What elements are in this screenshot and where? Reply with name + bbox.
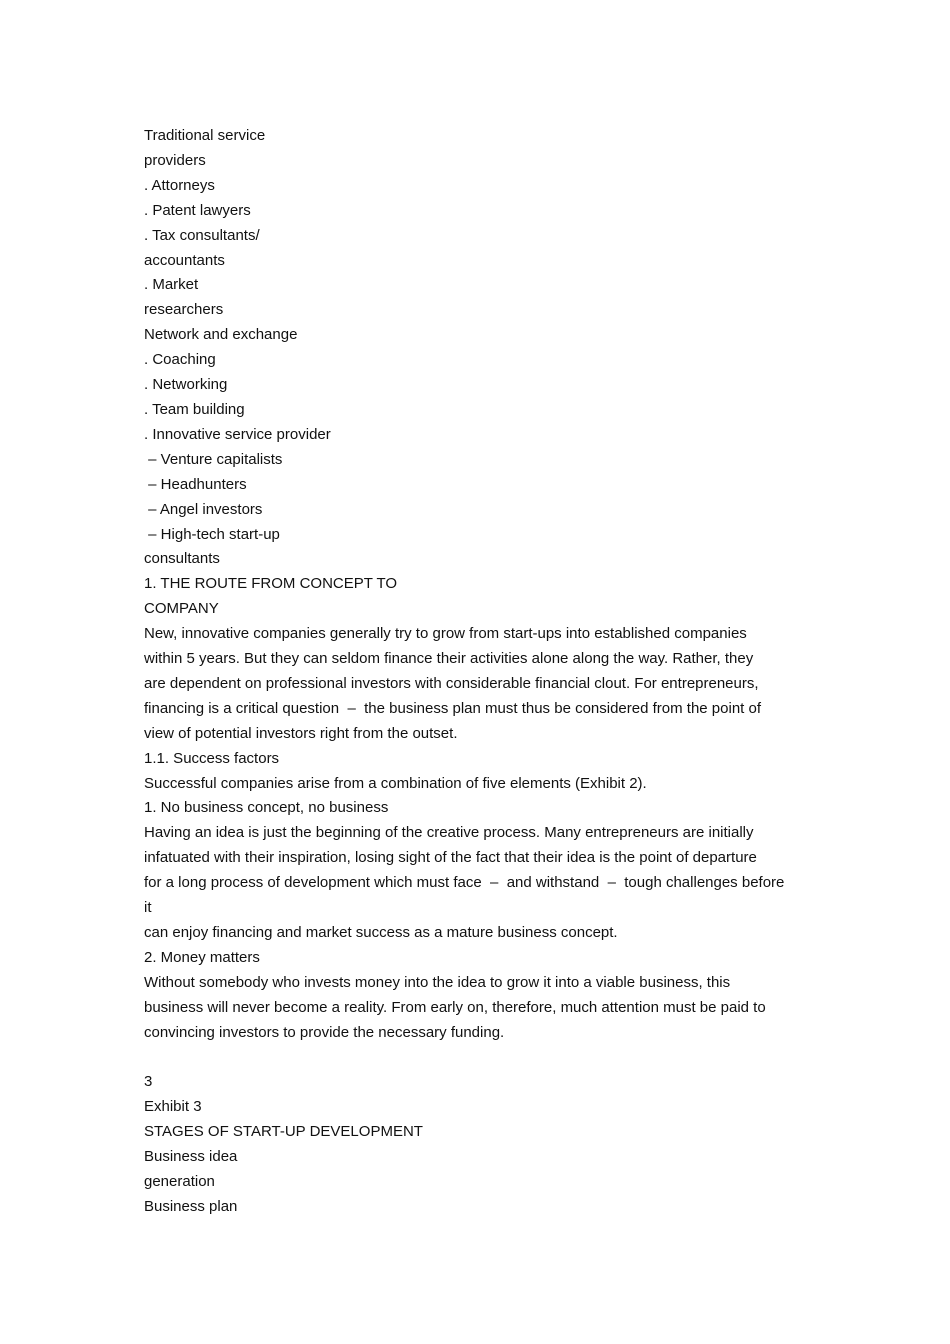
text-line: . Tax consultants/ [144, 226, 260, 244]
paragraph-line: convincing investors to provide the necessary funding. [144, 1023, 505, 1041]
text-line: Traditional service [144, 127, 266, 144]
paragraph-line: Without somebody who invests money into the idea to grow it into a viable business, this [144, 973, 731, 991]
paragraph-line: are dependent on professional investors with considerable financial clout. For entrepreneurs, [144, 674, 759, 692]
document-page [144, 124, 814, 1220]
text-line: . Team building [144, 400, 245, 418]
text-line: . Networking [144, 376, 228, 394]
paragraph-line: financing is a critical question – the business plan must thus be considered from the point of [144, 699, 762, 717]
text-line: Business idea [144, 1148, 238, 1166]
item-heading: 2. Money matters [144, 948, 260, 966]
text-line: providers [144, 151, 206, 169]
text-line: . Innovative service provider [144, 425, 331, 443]
paragraph-line: for a long process of development which must face – and withstand – tough challenges before [144, 874, 785, 892]
blank-line [144, 1046, 814, 1071]
text-line: consultants [144, 550, 220, 568]
text-line: – High-tech start-up [144, 525, 280, 543]
section-heading: 1. THE ROUTE FROM CONCEPT TO [144, 575, 398, 593]
paragraph-line: Successful companies arise from a combination of five elements (Exhibit 2). [144, 774, 647, 792]
text-line: researchers [144, 301, 224, 319]
section-heading: COMPANY [144, 600, 219, 618]
text-line: accountants [144, 251, 225, 269]
text-line: . Market [144, 276, 199, 294]
exhibit-label: Exhibit 3 [144, 1098, 202, 1116]
text-line: Network and exchange [144, 326, 298, 344]
text-line: . Coaching [144, 351, 216, 369]
paragraph-line: can enjoy financing and market success as a mature business concept. [144, 924, 618, 941]
page-number: 3 [144, 1073, 153, 1091]
paragraph-line: it [144, 899, 152, 917]
exhibit-title: STAGES OF START-UP DEVELOPMENT [144, 1123, 423, 1141]
text-block-top [144, 124, 814, 1046]
text-line: – Venture capitalists [144, 450, 283, 468]
subsection-heading: 1.1. Success factors [144, 749, 280, 767]
text-line: . Patent lawyers [144, 201, 251, 219]
paragraph-line: within 5 years. But they can seldom finance their activities alone along the way. Rather, they [144, 650, 754, 668]
text-line: generation [144, 1173, 215, 1191]
paragraph-line: New, innovative companies generally try to grow from start-ups into established companies [144, 625, 747, 643]
text-line: Business plan [144, 1197, 238, 1215]
text-line: . Attorneys [144, 176, 215, 194]
paragraph-line: view of potential investors right from the outset. [144, 724, 458, 742]
text-block-bottom [144, 1070, 814, 1219]
paragraph-line: infatuated with their inspiration, losing sight of the fact that their idea is the point of departure [144, 849, 757, 867]
text-line: – Headhunters [144, 475, 247, 493]
paragraph-line: business will never become a reality. From early on, therefore, much attention must be paid to [144, 998, 766, 1016]
item-heading: 1. No business concept, no business [144, 799, 389, 817]
paragraph-line: Having an idea is just the beginning of the creative process. Many entrepreneurs are initially [144, 824, 754, 842]
text-line: – Angel investors [144, 500, 263, 518]
